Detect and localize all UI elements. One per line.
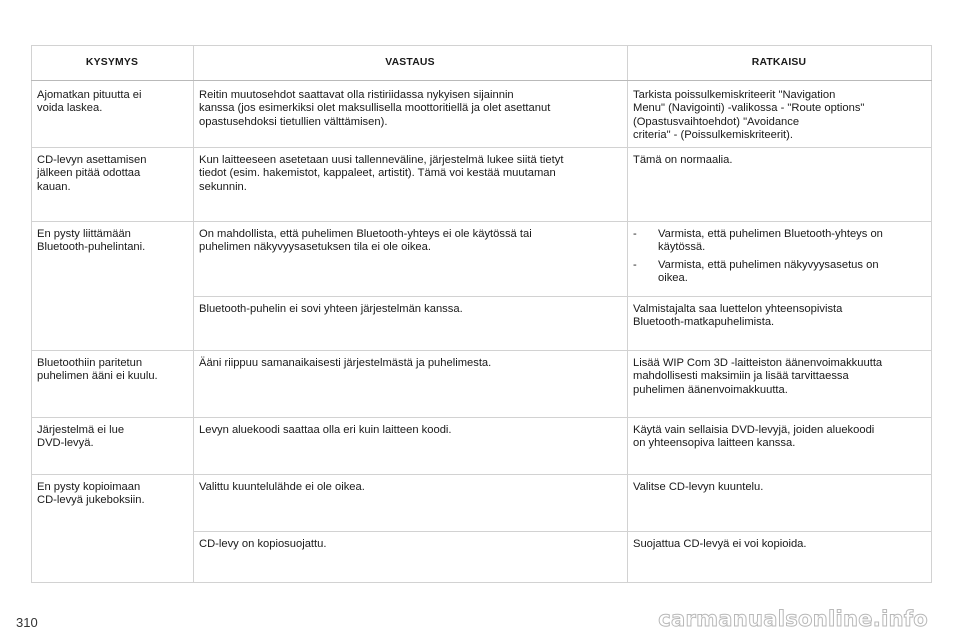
question-cell: Bluetoothiin paritetun puhelimen ääni ei kuulu. bbox=[32, 351, 194, 418]
watermark-logo: carmanualsonline.info bbox=[658, 607, 928, 631]
question-cell: Järjestelmä ei lue DVD-levyä. bbox=[32, 418, 194, 475]
answer-cell: Ääni riippuu samanaikaisesti järjestelmästä ja puhelimesta. bbox=[194, 351, 628, 418]
troubleshooting-table bbox=[31, 45, 932, 583]
question-cell: CD-levyn asettamisen jälkeen pitää odottaa kauan. bbox=[32, 148, 194, 222]
answer-cell: Levyn aluekoodi saattaa olla eri kuin laitteen koodi. bbox=[194, 418, 628, 475]
solution-cell: Suojattua CD-levyä ei voi kopioida. bbox=[628, 532, 932, 583]
solution-cell: Tarkista poissulkemiskriteerit "Navigation Menu" (Navigointi) -valikossa - "Route options" (Opastusvaihtoehdot) "Avoidance criteria" - (Poissulkemiskriteerit). bbox=[628, 81, 932, 148]
solution-cell: Tämä on normaalia. bbox=[628, 148, 932, 222]
question-cell: Ajomatkan pituutta ei voida laskea. bbox=[32, 81, 194, 148]
header-answer: VASTAUS bbox=[194, 46, 628, 81]
table-row bbox=[32, 418, 932, 475]
table-row bbox=[32, 351, 932, 418]
answer-cell: Bluetooth-puhelin ei sovi yhteen järjestelmän kanssa. bbox=[194, 297, 628, 351]
question-cell: En pysty kopioimaan CD-levyä jukeboksiin. bbox=[32, 475, 194, 583]
solution-cell: Valmistajalta saa luettelon yhteensopivista Bluetooth-matkapuhelimista. bbox=[628, 297, 932, 351]
solution-list-item: - Varmista, että puhelimen näkyvyysasetus on oikea. bbox=[633, 258, 879, 285]
page-number: 310 bbox=[16, 615, 38, 630]
table-row bbox=[32, 222, 932, 297]
header-question: KYSYMYS bbox=[32, 46, 194, 81]
solution-cell: Lisää WIP Com 3D -laitteiston äänenvoimakkuutta mahdollisesti maksimiin ja lisää tarvittaessa puhelimen äänenvoimakkuutta. bbox=[628, 351, 932, 418]
table-row bbox=[32, 81, 932, 148]
answer-cell: Kun laitteeseen asetetaan uusi tallenneväline, järjestelmä lukee siitä tietyt tiedot (esim. hakemistot, kappaleet, artistit). Tämä voi kestää muutaman sekunnin. bbox=[194, 148, 628, 222]
question-cell: En pysty liittämään Bluetooth-puhelintani. bbox=[32, 222, 194, 351]
answer-cell: Valittu kuuntelulähde ei ole oikea. bbox=[194, 475, 628, 532]
header-solution: RATKAISU bbox=[628, 46, 932, 81]
answer-cell: Reitin muutosehdot saattavat olla ristiriidassa nykyisen sijainnin kanssa (jos esimerkiksi olet maksullisella moottoritiellä ja olet asettanut opastusehdoksi tietullien välttämisen). bbox=[194, 81, 628, 148]
solution-cell: Valitse CD-levyn kuuntelu. bbox=[628, 475, 932, 532]
table-row bbox=[32, 475, 932, 532]
answer-cell: CD-levy on kopiosuojattu. bbox=[194, 532, 628, 583]
solution-cell bbox=[628, 222, 932, 297]
table-header-row bbox=[32, 46, 932, 81]
table-row bbox=[32, 148, 932, 222]
solution-cell: Käytä vain sellaisia DVD-levyjä, joiden aluekoodi on yhteensopiva laitteen kanssa. bbox=[628, 418, 932, 475]
answer-cell: On mahdollista, että puhelimen Bluetooth-yhteys ei ole käytössä tai puhelimen näkyvyysasetuksen tila ei ole oikea. bbox=[194, 222, 628, 297]
solution-list bbox=[633, 228, 925, 286]
solution-list-item: - Varmista, että puhelimen Bluetooth-yhteys on käytössä. bbox=[633, 228, 883, 254]
